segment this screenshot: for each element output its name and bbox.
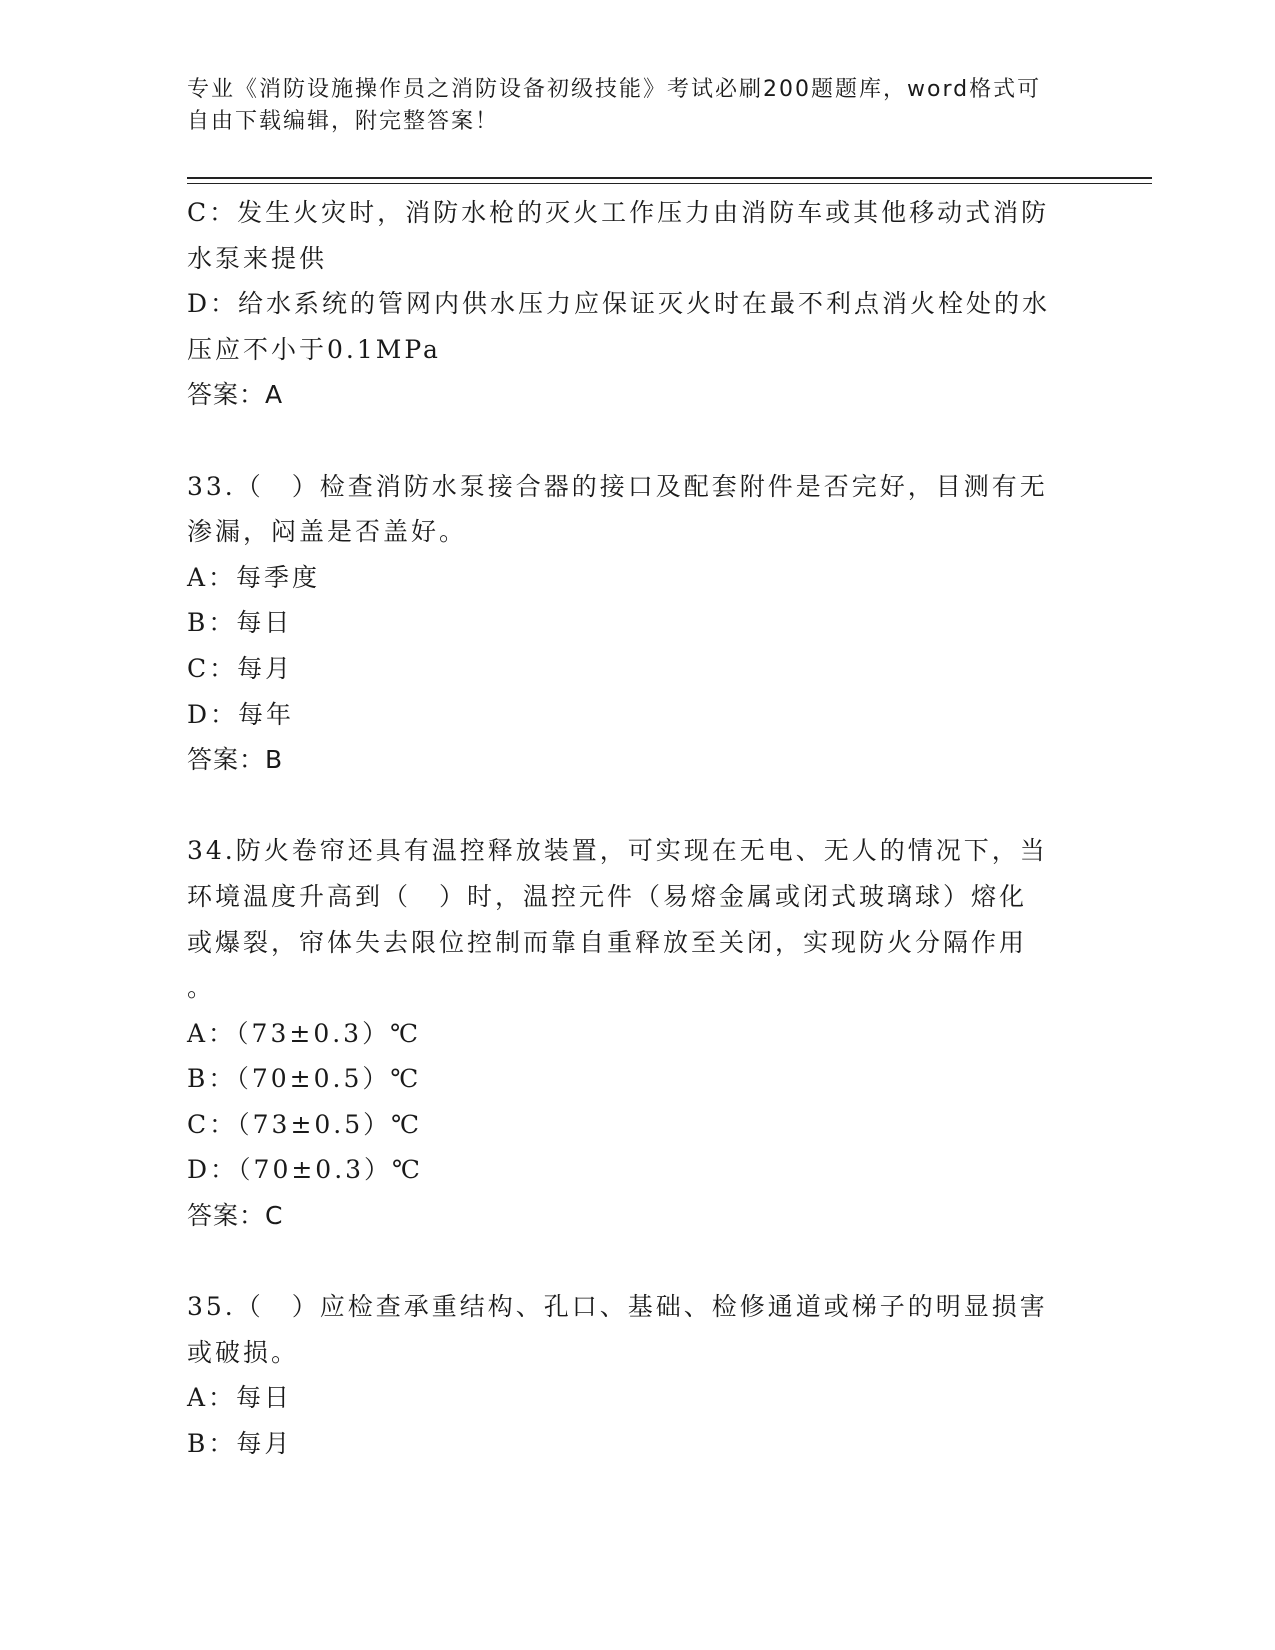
question-35-option-b: B：每月 <box>187 1429 293 1459</box>
question-34-stem-line-3: 或爆裂，帘体失去限位控制而靠自重释放至关闭，实现防火分隔作用 <box>187 927 1028 957</box>
question-34-option-d: D：（70±0.3）℃ <box>187 1155 424 1185</box>
option-c-line-2: 水泵来提供 <box>187 243 328 273</box>
header-line-2: 自由下载编辑，附完整答案！ <box>187 109 500 134</box>
answer-32: 答案：A <box>187 380 284 410</box>
question-33-option-c: C：每月 <box>187 653 294 683</box>
question-33-option-a: A：每季度 <box>187 562 321 592</box>
question-34-option-c: C：（73±0.5）℃ <box>187 1109 423 1139</box>
question-33-option-b: B：每日 <box>187 608 293 638</box>
question-33-stem-line-1: 33.（ ）检查消防水泵接合器的接口及配套附件是否完好，目测有无 <box>187 471 1048 501</box>
question-33-option-d: D：每年 <box>187 699 295 729</box>
answer-33: 答案：B <box>187 745 284 775</box>
document-header <box>187 74 1067 138</box>
option-d-line-2: 压应不小于0.1MPa <box>187 334 441 364</box>
question-34-stem-line-1: 34.防火卷帘还具有温控释放装置，可实现在无电、无人的情况下，当 <box>187 836 1048 866</box>
question-body <box>187 190 1087 1467</box>
header-line-1: 专业《消防设施操作员之消防设备初级技能》考试必刷200题题库，word格式可 <box>187 77 1042 102</box>
option-d-line-1: D：给水系统的管网内供水压力应保证灭火时在最不利点消火栓处的水 <box>187 289 1051 319</box>
question-34-option-a: A：（73±0.3）℃ <box>187 1018 422 1048</box>
question-35-stem-line-1: 35.（ ）应检查承重结构、孔口、基础、检修通道或梯子的明显损害 <box>187 1292 1048 1322</box>
question-35 <box>187 1284 1087 1466</box>
header-divider-thin <box>187 183 1152 184</box>
header-divider-thick <box>187 177 1152 179</box>
question-35-option-a: A：每日 <box>187 1383 293 1413</box>
question-34 <box>187 828 1087 1238</box>
question-33-stem-line-2: 渗漏，闷盖是否盖好。 <box>187 517 468 547</box>
question-34-option-b: B：（70±0.5）℃ <box>187 1064 422 1094</box>
question-32-continued <box>187 190 1087 418</box>
question-34-stem-line-4: 。 <box>187 973 216 1003</box>
question-33 <box>187 464 1087 783</box>
answer-34: 答案：C <box>187 1201 284 1231</box>
option-c-line-1: C：发生火灾时，消防水枪的灭火工作压力由消防车或其他移动式消防 <box>187 198 1050 227</box>
question-35-stem-line-2: 或破损。 <box>187 1337 300 1367</box>
question-34-stem-line-2: 环境温度升高到（ ）时，温控元件（易熔金属或闭式玻璃球）熔化 <box>187 881 1028 911</box>
